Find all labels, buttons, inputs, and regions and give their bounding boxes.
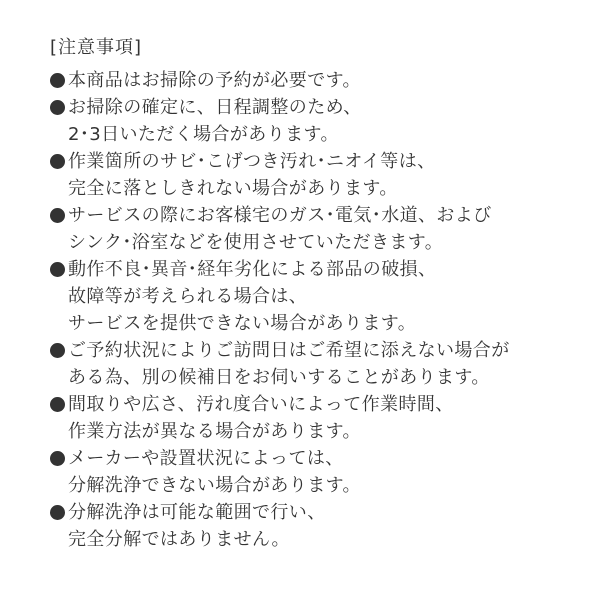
notice-line: 動作不良･異音･経年劣化による部品の破損、 [68, 259, 437, 280]
notice-line: ある為、別の候補日をお伺いすることがあります。 [68, 367, 490, 388]
bullet-icon [50, 397, 65, 412]
notice-section [50, 36, 580, 553]
bullet-icon [50, 343, 65, 358]
notice-line: 作業方法が異なる場合があります。 [68, 421, 361, 442]
notice-line: お掃除の確定に、日程調整のため、 [68, 97, 362, 118]
notice-line: サービスの際にお客様宅のガス･電気･水道、および [68, 205, 492, 226]
notice-line: 分解洗浄できない場合があります。 [68, 475, 361, 496]
notice-line: サービスを提供できない場合があります。 [68, 313, 417, 334]
notice-line: 完全分解ではありません。 [68, 529, 290, 550]
notice-item [50, 499, 580, 553]
notice-line: シンク･浴室などを使用させていただきます。 [68, 232, 444, 253]
notice-line: メーカーや設置状況によっては、 [68, 448, 344, 469]
bullet-icon [50, 208, 65, 223]
notice-line: 作業箇所のサビ･こげつき汚れ･ニオイ等は、 [68, 151, 436, 172]
notice-line: 間取りや広さ、汚れ度合いによって作業時間、 [68, 394, 454, 415]
bullet-icon [50, 505, 65, 520]
bullet-icon [50, 154, 65, 169]
notice-line: 本商品はお掃除の予約が必要です。 [68, 70, 361, 91]
notice-item [50, 337, 580, 391]
notice-line: 分解洗浄は可能な範囲で行い、 [68, 502, 326, 523]
notice-item [50, 148, 580, 202]
notice-line: 故障等が考えられる場合は、 [68, 286, 308, 307]
notice-item [50, 256, 580, 337]
bullet-icon [50, 100, 65, 115]
notice-line: 2･3日いただく場合があります。 [68, 124, 339, 145]
notice-title: [注意事項] [50, 37, 143, 58]
notice-item [50, 94, 580, 148]
notice-item [50, 67, 580, 94]
bullet-icon [50, 451, 65, 466]
bullet-icon [50, 262, 65, 277]
notice-item [50, 202, 580, 256]
notice-item [50, 391, 580, 445]
notice-list [50, 67, 580, 553]
notice-line: 完全に落としきれない場合があります。 [68, 178, 398, 199]
bullet-icon [50, 73, 65, 88]
notice-item [50, 445, 580, 499]
notice-line: ご予約状況によりご訪問日はご希望に添えない場合が [68, 340, 510, 361]
